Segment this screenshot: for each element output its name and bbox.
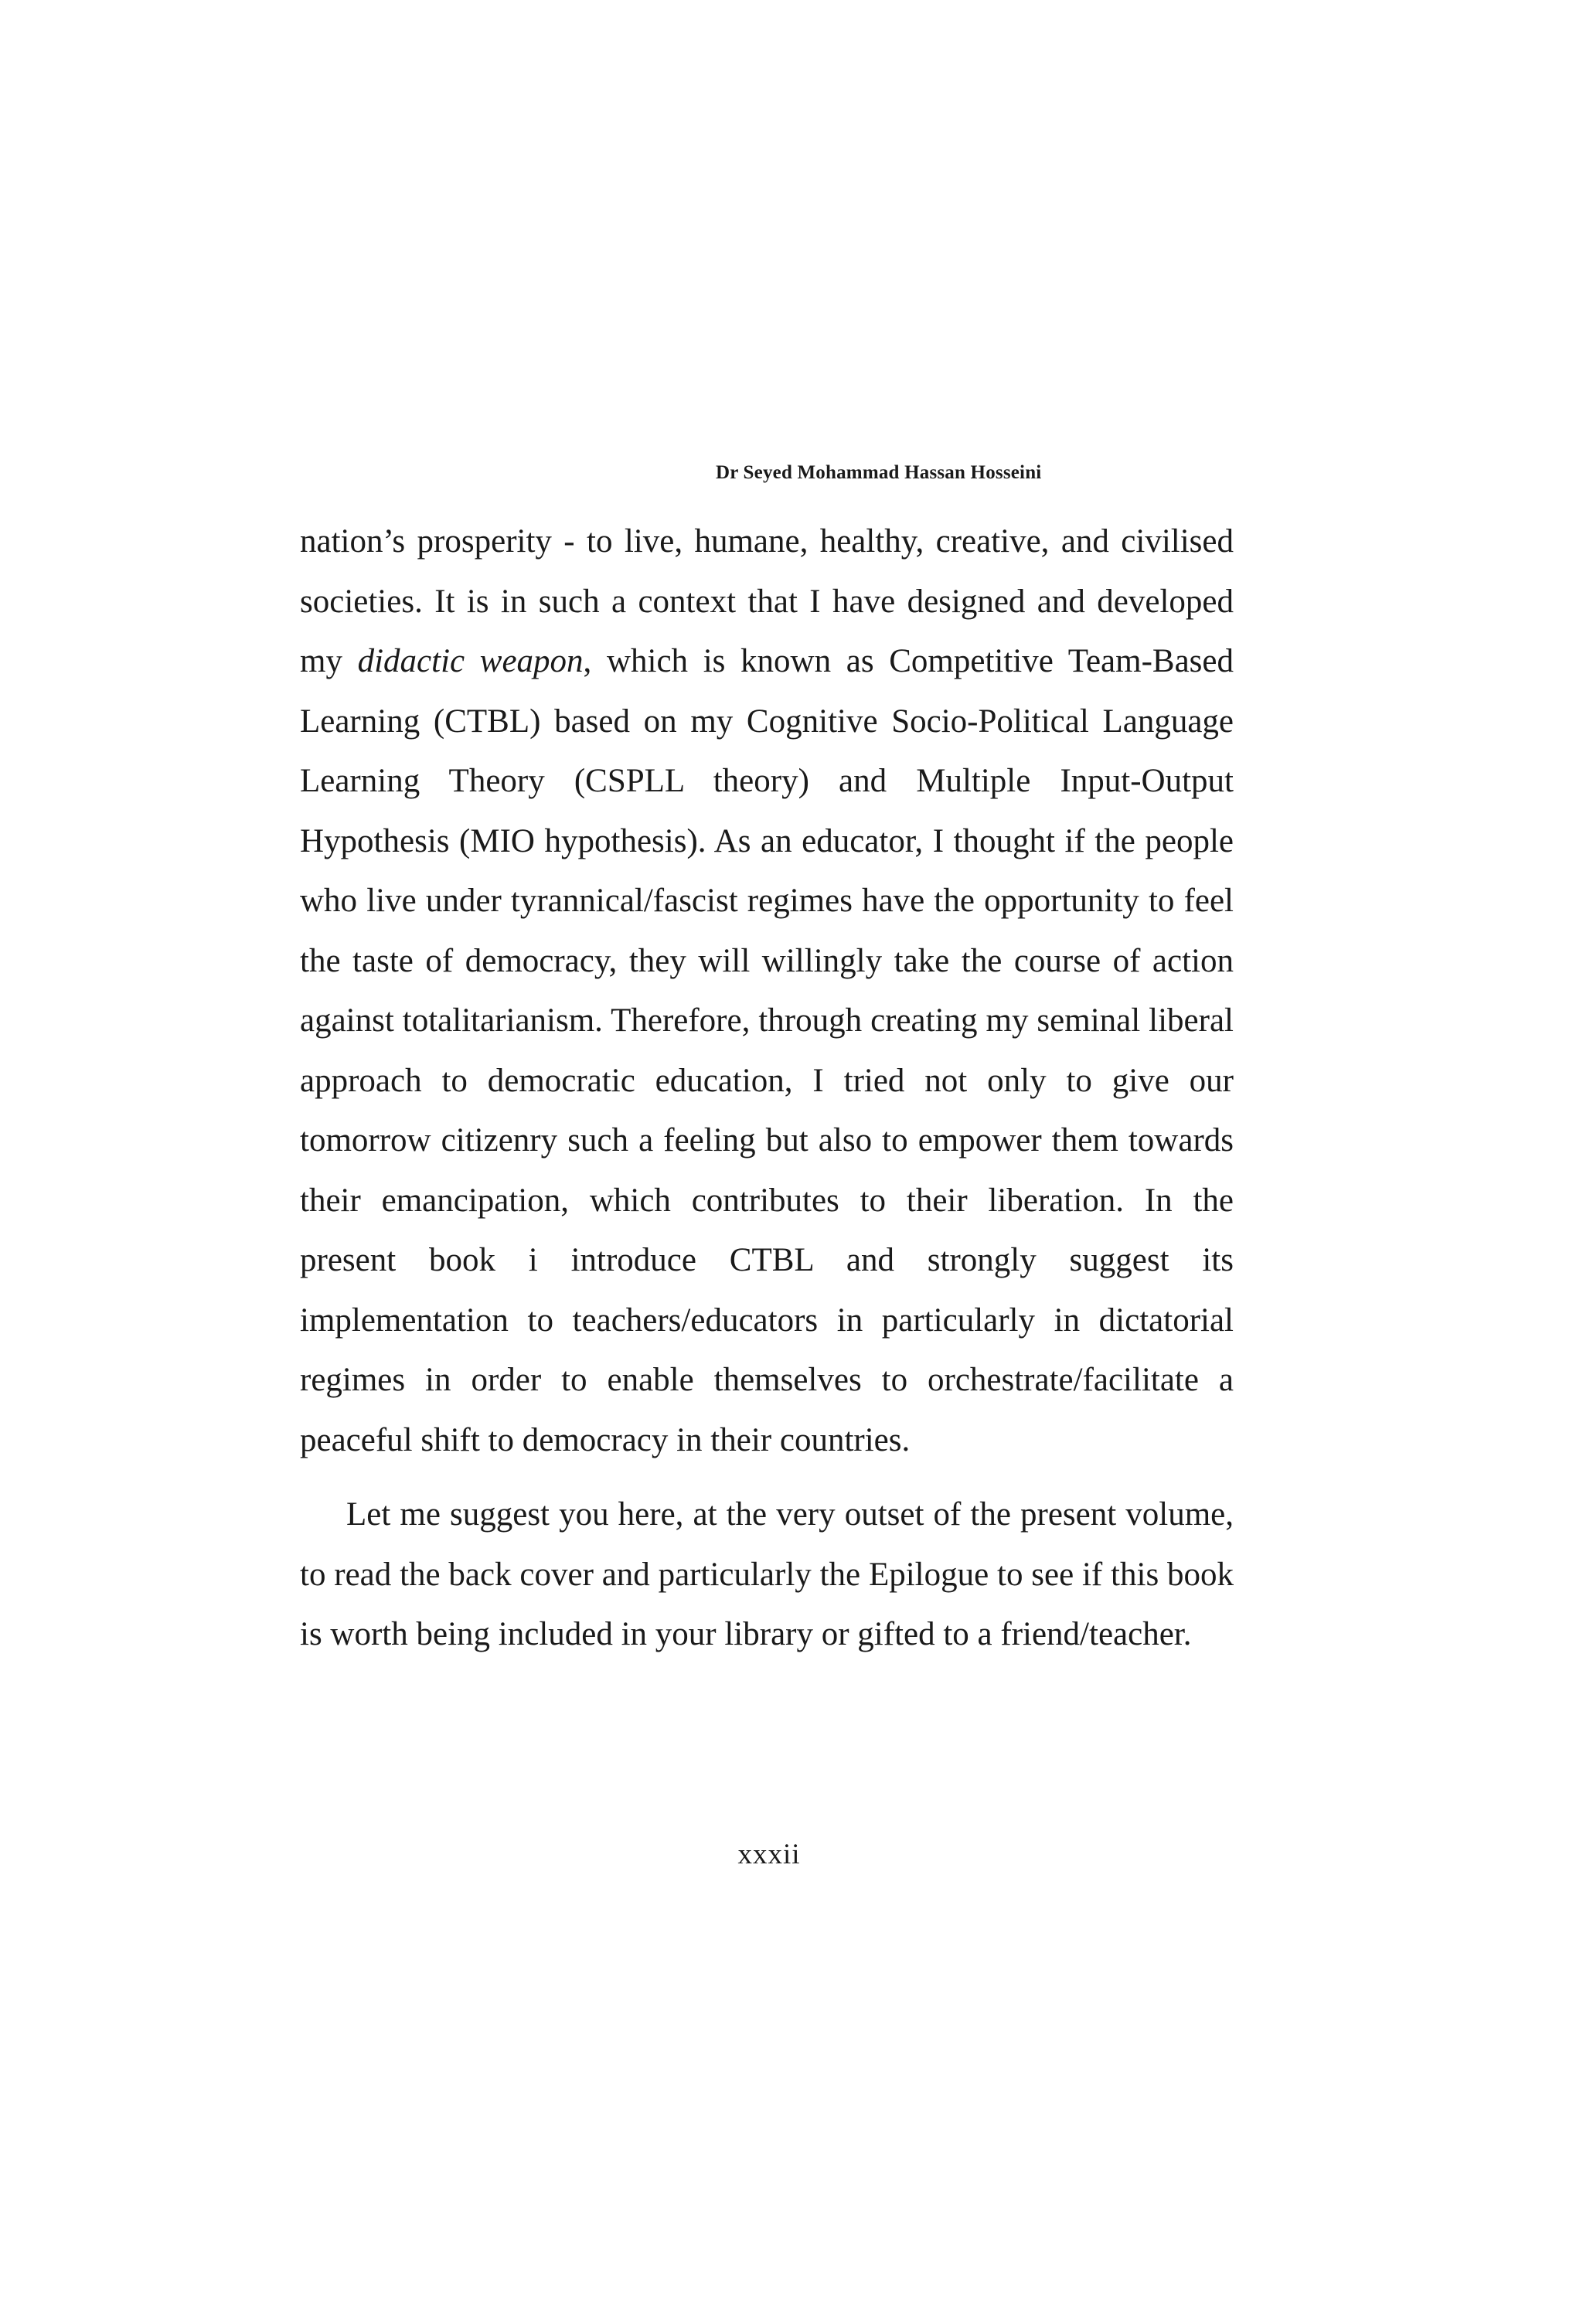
paragraph-1-italic-phrase: didactic weapon bbox=[357, 643, 584, 679]
paragraph-1-text-end: , which is known as Competitive Team-Based Learning (CTBL) based on my Cognitive Socio-Political Language Learning Theory (CSPLL theory) and Multiple Input-Output Hypothesis (MIO hypothesis). As an educator, I thought if the people who live under tyrannical/fascist regimes have the opportunity to feel the taste of democracy, they will willingly take the course of action against totalitarianism. Therefore, through creating my seminal liberal approach to democratic education, I tried not only to give our tomorrow citizenry such a feeling but also to empower them towards their emancipation, which contributes to their liberation. In the present book i introduce CTBL and strongly suggest its implementation to teachers/educators in particularly in dictatorial regimes in order to enable themselves to orchestrate/facilitate a peaceful shift to democracy in their countries. bbox=[300, 643, 1234, 1458]
running-header-author: Dr Seyed Mohammad Hassan Hosseini bbox=[716, 462, 1042, 483]
page-number: xxxii bbox=[737, 1839, 801, 1870]
paragraph-2: Let me suggest you here, at the very outset of the present volume, to read the back cover and particularly the Epilogue to see if this book is worth being included in your library or gifted to a friend/teacher. bbox=[300, 1496, 1234, 1652]
paragraph-1 bbox=[300, 512, 1234, 1470]
paragraph-1-text-start: nation’s prosperity - to live, humane, healthy, creative, and civilised societies. It is in such a context that I have designed and developed my bbox=[300, 523, 1234, 679]
body-text bbox=[300, 512, 1234, 1665]
